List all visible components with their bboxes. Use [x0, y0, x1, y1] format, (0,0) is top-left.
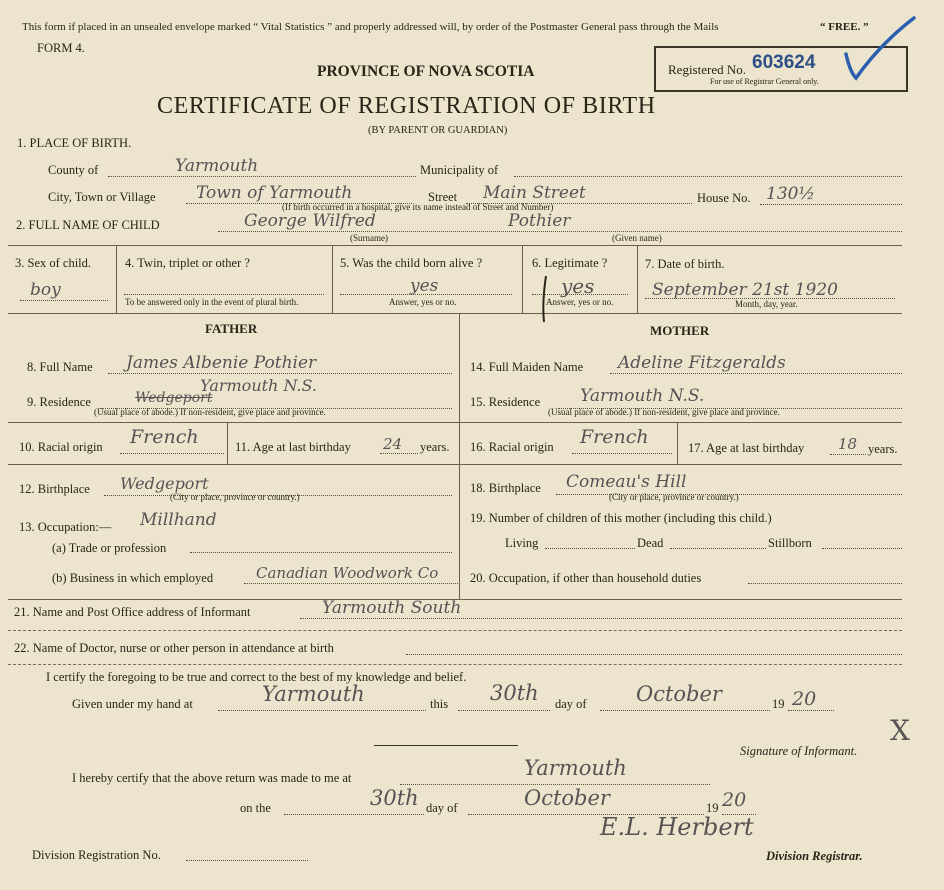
row3-divider-1: [116, 245, 117, 313]
born-alive-value: yes: [410, 276, 439, 296]
row3-divider-4: [637, 245, 638, 313]
father-name-label: 8. Full Name: [27, 360, 93, 374]
informant-signature-caption: Signature of Informant.: [740, 744, 858, 758]
date-of-birth-label: 7. Date of birth.: [645, 257, 725, 271]
twin-line: [124, 294, 324, 295]
county-label: County of: [48, 163, 99, 177]
father-birthplace-label: 12. Birthplace: [19, 482, 90, 496]
registrar-signature: E.L. Herbert: [600, 813, 754, 841]
registrar-statement: I hereby certify that the above return was made to me at: [72, 771, 352, 785]
registrar-year-value: 20: [722, 789, 747, 811]
division-registration-line: [186, 860, 308, 861]
mother-age-divider: [677, 422, 678, 464]
informant-label: 21. Name and Post Office address of Informant: [14, 605, 251, 619]
dead-line: [670, 548, 766, 549]
house-value: 130½: [766, 184, 815, 204]
child-name-line: [218, 231, 902, 232]
page-subtitle: (BY PARENT OR GUARDIAN): [368, 125, 508, 136]
father-residence-note: (Usual place of abode.) If non-resident, give place and province.: [94, 407, 326, 417]
father-racial-value: French: [130, 426, 199, 448]
certify-statement: I certify the foregoing to be true and correct to the best of my knowledge and belief.: [46, 670, 467, 684]
given-day-of-label: day of: [555, 697, 587, 711]
form-number: FORM 4.: [37, 41, 85, 55]
given-place-value: Yarmouth: [262, 682, 365, 706]
mother-residence-value: Yarmouth N.S.: [580, 386, 705, 406]
father-name-value: James Albenie Pothier: [126, 353, 317, 373]
children-count-label: 19. Number of children of this mother (including this child.): [470, 511, 772, 525]
father-age-value: 24: [383, 435, 403, 453]
father-age-divider: [227, 422, 228, 464]
given-month-value: October: [636, 682, 722, 706]
informant-mark: X: [890, 714, 910, 747]
surname-caption: (Surname): [350, 233, 388, 243]
registrar-month-value: October: [524, 786, 610, 810]
given-month-line: [600, 710, 770, 711]
municipality-line: [514, 176, 902, 177]
father-occupation-value: Millhand: [140, 510, 217, 530]
registrar-day-value: 30th: [370, 786, 419, 810]
mother-age-line: [830, 454, 866, 455]
child-given-value: George Wilfred: [244, 211, 376, 231]
father-age-unit: years.: [420, 440, 450, 454]
dead-label: Dead: [637, 536, 664, 550]
page-title: CERTIFICATE OF REGISTRATION OF BIRTH: [157, 93, 656, 119]
father-rule-1: [8, 422, 459, 423]
father-occupation-label: 13. Occupation:—: [19, 520, 112, 534]
father-racial-line: [120, 453, 224, 454]
mother-birthplace-label: 18. Birthplace: [470, 481, 541, 495]
mother-residence-note: (Usual place of abode.) If non-resident, give place and province.: [548, 407, 780, 417]
legitimate-note: Answer, yes or no.: [546, 297, 614, 307]
row3-divider-3: [522, 245, 523, 313]
county-value: Yarmouth: [175, 156, 259, 176]
living-line: [545, 548, 635, 549]
trade-label: (a) Trade or profession: [52, 541, 167, 555]
legitimate-value: yes: [561, 274, 595, 298]
mother-racial-value: French: [580, 426, 649, 448]
division-registrar-caption: Division Registrar.: [766, 849, 863, 863]
child-surname-value: Pothier: [508, 211, 571, 231]
mail-notice: This form if placed in an unsealed envelope marked “ Vital Statistics ” and properly addressed will, by order of the Postmaster General pass through the Mails: [22, 21, 719, 33]
informant-line: [300, 618, 902, 619]
municipality-label: Municipality of: [420, 163, 499, 177]
sex-label: 3. Sex of child.: [15, 256, 92, 270]
mother-occupation-label: 20. Occupation, if other than household duties: [470, 571, 702, 585]
given-year-prefix: 19: [772, 697, 785, 711]
mother-name-value: Adeline Fitzgeralds: [618, 353, 786, 373]
row3-top-rule: [8, 245, 902, 246]
stillborn-line: [822, 548, 902, 549]
business-label: (b) Business in which employed: [52, 571, 214, 585]
legitimate-tick-mark: [538, 272, 578, 324]
business-value: Canadian Woodwork Co: [256, 564, 439, 582]
province-heading: PROVINCE OF NOVA SCOTIA: [317, 63, 535, 80]
given-day-value: 30th: [490, 681, 539, 705]
informant-signature-line: [374, 745, 518, 746]
given-year-line: [788, 710, 834, 711]
mother-rule-1: [459, 422, 902, 423]
parents-divider: [459, 313, 460, 599]
mother-heading: MOTHER: [650, 323, 710, 338]
registrar-day-of-label: day of: [426, 801, 458, 815]
city-label: City, Town or Village: [48, 190, 156, 204]
free-notice: “ FREE. ”: [820, 21, 869, 33]
doctor-line: [406, 654, 902, 655]
sex-line: [20, 300, 108, 301]
doctor-rule: [8, 664, 902, 665]
county-line: [108, 176, 416, 177]
place-of-birth-heading: 1. PLACE OF BIRTH.: [17, 136, 132, 150]
father-rule-2: [8, 464, 459, 465]
house-line: [760, 204, 902, 205]
stillborn-label: Stillborn: [768, 536, 812, 550]
mother-rule-2: [459, 464, 902, 465]
mother-birthplace-note: (City or place, province or country.): [609, 492, 739, 502]
father-name-line: [108, 373, 452, 374]
mother-residence-label: 15. Residence: [470, 395, 541, 409]
given-under-label: Given under my hand at: [72, 697, 193, 711]
row3-bottom-rule: [8, 313, 902, 314]
mother-racial-label: 16. Racial origin: [470, 440, 554, 454]
twin-note: To be answered only in the event of plural birth.: [125, 297, 299, 307]
doctor-label: 22. Name of Doctor, nurse or other person in attendance at birth: [14, 641, 334, 655]
mother-racial-line: [572, 453, 672, 454]
house-label: House No.: [697, 191, 751, 205]
division-registration-label: Division Registration No.: [32, 848, 161, 862]
registered-number: 603624: [752, 52, 816, 73]
given-year-value: 20: [792, 688, 817, 710]
father-residence-struck: Wedgeport: [135, 390, 213, 406]
father-birthplace-note: (City or place, province or country.): [170, 492, 300, 502]
registered-label: Registered No.: [668, 62, 746, 77]
born-alive-line: [340, 294, 512, 295]
father-birthplace-value: Wedgeport: [120, 474, 209, 493]
mother-name-line: [610, 373, 902, 374]
registrar-place-value: Yarmouth: [524, 756, 627, 780]
business-line: [244, 583, 458, 584]
father-residence-label: 9. Residence: [27, 395, 91, 409]
registrar-year-prefix: 19: [706, 801, 719, 815]
father-residence-value: Yarmouth N.S.: [200, 376, 317, 395]
mother-occupation-line: [748, 583, 902, 584]
mother-birthplace-value: Comeau's Hill: [566, 472, 687, 492]
mother-age-unit: years.: [868, 442, 898, 456]
born-alive-label: 5. Was the child born alive ?: [340, 256, 483, 270]
registrar-place-line: [400, 784, 710, 785]
legitimate-label: 6. Legitimate ?: [532, 256, 608, 270]
date-of-birth-note: Month, day, year.: [735, 299, 798, 309]
father-age-label: 11. Age at last birthday: [235, 440, 351, 454]
born-alive-note: Answer, yes or no.: [389, 297, 457, 307]
registrar-use-note: For use of Registrar General only.: [710, 77, 819, 86]
given-place-line: [218, 710, 426, 711]
father-racial-label: 10. Racial origin: [19, 440, 103, 454]
given-name-caption: (Given name): [612, 233, 662, 243]
row3-divider-2: [332, 245, 333, 313]
this-label: this: [430, 697, 449, 711]
street-value: Main Street: [483, 183, 586, 203]
informant-value: Yarmouth South: [322, 598, 462, 618]
father-heading: FATHER: [205, 321, 258, 336]
check-mark-icon: [840, 14, 920, 84]
living-label: Living: [505, 536, 539, 550]
date-of-birth-value: September 21st 1920: [652, 280, 838, 300]
hospital-note: (If birth occurred in a hospital, give its name instead of Street and Number): [282, 202, 554, 212]
sex-value: boy: [30, 280, 61, 300]
trade-line: [190, 552, 452, 553]
mother-age-label: 17. Age at last birthday: [688, 441, 805, 455]
child-name-label: 2. FULL NAME OF CHILD: [16, 218, 160, 232]
given-day-line: [458, 710, 550, 711]
twin-label: 4. Twin, triplet or other ?: [125, 256, 250, 270]
on-the-label: on the: [240, 801, 271, 815]
registrar-day-line: [284, 814, 424, 815]
city-value: Town of Yarmouth: [196, 183, 353, 203]
street-label: Street: [428, 190, 458, 204]
mother-name-label: 14. Full Maiden Name: [470, 360, 584, 374]
informant-rule: [8, 630, 902, 631]
mother-age-value: 18: [838, 435, 858, 453]
father-age-line: [380, 453, 418, 454]
